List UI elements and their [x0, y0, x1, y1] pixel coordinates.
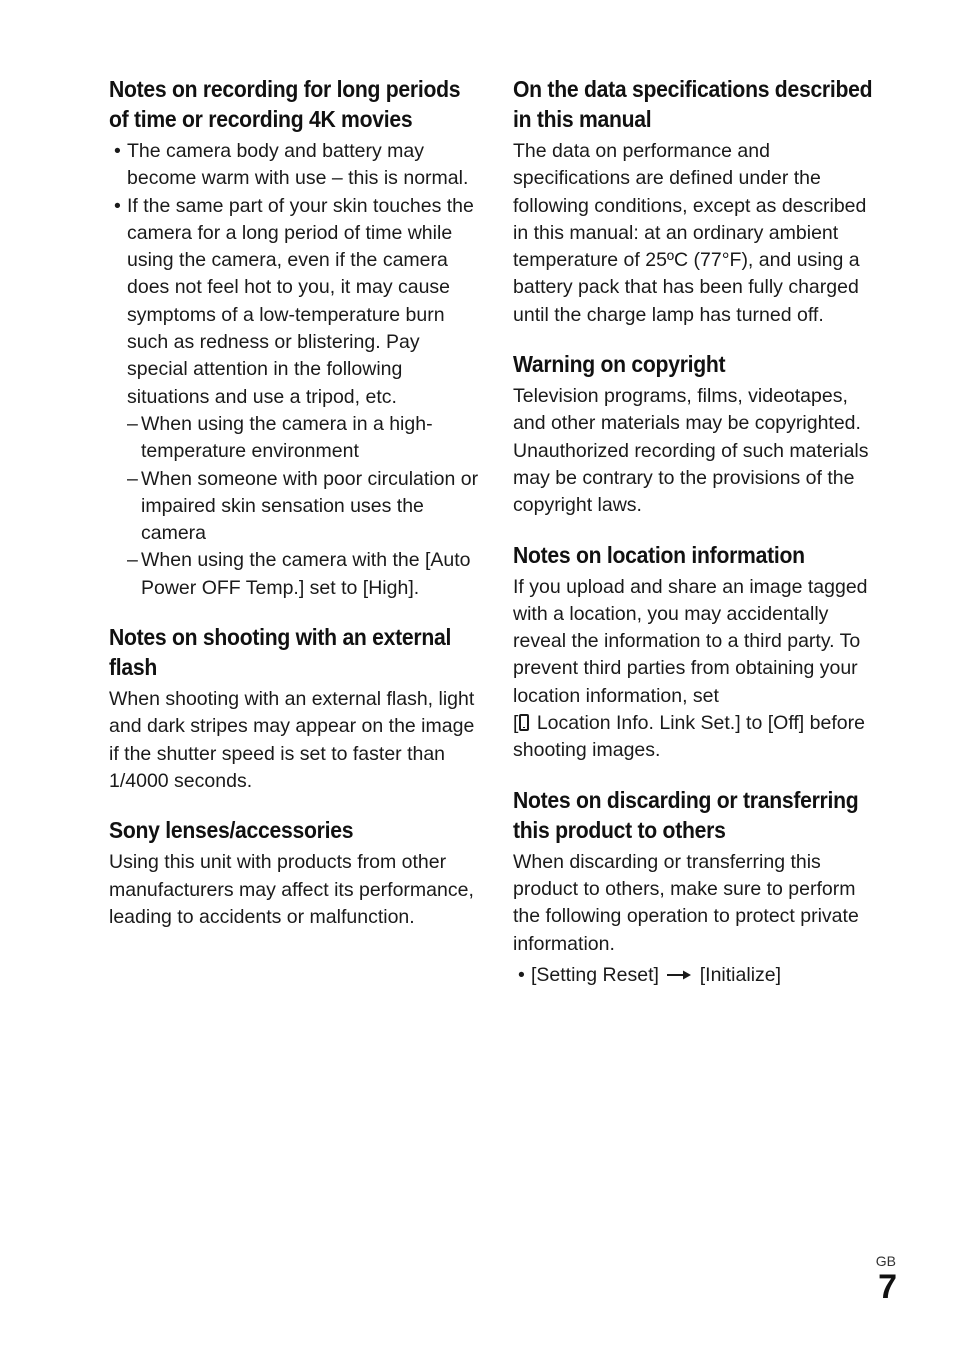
heading-sony-lenses: Sony lenses/accessories [109, 817, 354, 844]
smartphone-icon [519, 714, 529, 731]
location-text-before: If you upload and share an image tagged with a location, you may accidentally reveal the information to a third party. To prevent third parties from obtaining your location information, set [513, 575, 868, 707]
bullet-list-discarding [513, 962, 883, 989]
heading-discarding: Notes on discarding or transferring this product to others [513, 786, 859, 843]
heading-external-flash: Notes on shooting with an external flash [109, 624, 452, 681]
paragraph-external-flash: When shooting with an external flash, light and dark stripes may appear on the image if the shutter speed is set to faster than 1/4000 seconds. [109, 688, 475, 792]
sub-item-poor-circulation: – When someone with poor circulation or impaired skin sensation uses the camera [127, 466, 481, 548]
heading-long-recording: Notes on recording for long periods of time or recording 4K movies [109, 76, 461, 132]
bullet-text-burn: If the same part of your skin touches the camera for a long period of time while using the camera, even if the camera does not feel hot to you, it may cause symptoms of a low-temperature burn such as redness or blistering. Pay special attention in the following situations and use a tripod, etc. [127, 194, 474, 408]
heading-location-info: Notes on location information [513, 541, 805, 568]
paragraph-copyright: Television programs, films, videotapes, and other materials may be copyrighted. Unauthorized recording of such materials may be contrary to the provisions of the copyright laws. [513, 385, 869, 517]
step-setting-reset: [Setting Reset] [531, 963, 659, 986]
step-initialize: [Initialize] [699, 963, 782, 986]
bullet-list [109, 138, 481, 602]
paragraph-data-specs: The data on performance and specifications are defined under the following conditions, except as described in this manual: at an ordinary ambient temperature of 25ºC (77°F), and using a battery pack that has been fully charged until the charge lamp has turned off. [513, 140, 867, 326]
language-code: GB [875, 1253, 896, 1269]
section-discarding [513, 785, 883, 989]
page-number: 7 [878, 1268, 897, 1306]
paragraph-discarding: When discarding or transferring this product to others, make sure to perform the following operation to protect private information. [513, 850, 859, 955]
section-location-info [513, 540, 883, 765]
right-column [513, 74, 883, 1009]
location-bracket-open: [ [513, 712, 519, 735]
section-sony-lenses [109, 815, 481, 931]
location-text-after: Location Info. Link Set.] to [Off] before shooting images. [513, 712, 865, 762]
heading-copyright: Warning on copyright [513, 351, 726, 378]
sub-list [127, 411, 481, 602]
left-column [109, 74, 481, 951]
sub-item-auto-power-off: – When using the camera with the [Auto Power OFF Temp.] set to [High]. [127, 547, 481, 602]
bullet-item-reset-step [513, 962, 883, 989]
sub-item-high-temp: – When using the camera in a high-temperature environment [127, 411, 481, 466]
section-copyright [513, 349, 883, 519]
section-external-flash [109, 622, 481, 795]
section-data-specs [513, 74, 883, 329]
arrow-right-icon [667, 970, 691, 980]
section-long-recording [109, 74, 481, 602]
bullet-item-burn [109, 193, 481, 602]
heading-data-specs: On the data specifications described in this manual [513, 76, 873, 132]
paragraph-location-info [513, 574, 883, 765]
paragraph-sony-lenses: Using this unit with products from other manufacturers may affect its performance, leading to accidents or malfunction. [109, 851, 474, 928]
bullet-item-warm: • The camera body and battery may become warm with use – this is normal. [109, 138, 481, 193]
page-footer [876, 1252, 896, 1304]
